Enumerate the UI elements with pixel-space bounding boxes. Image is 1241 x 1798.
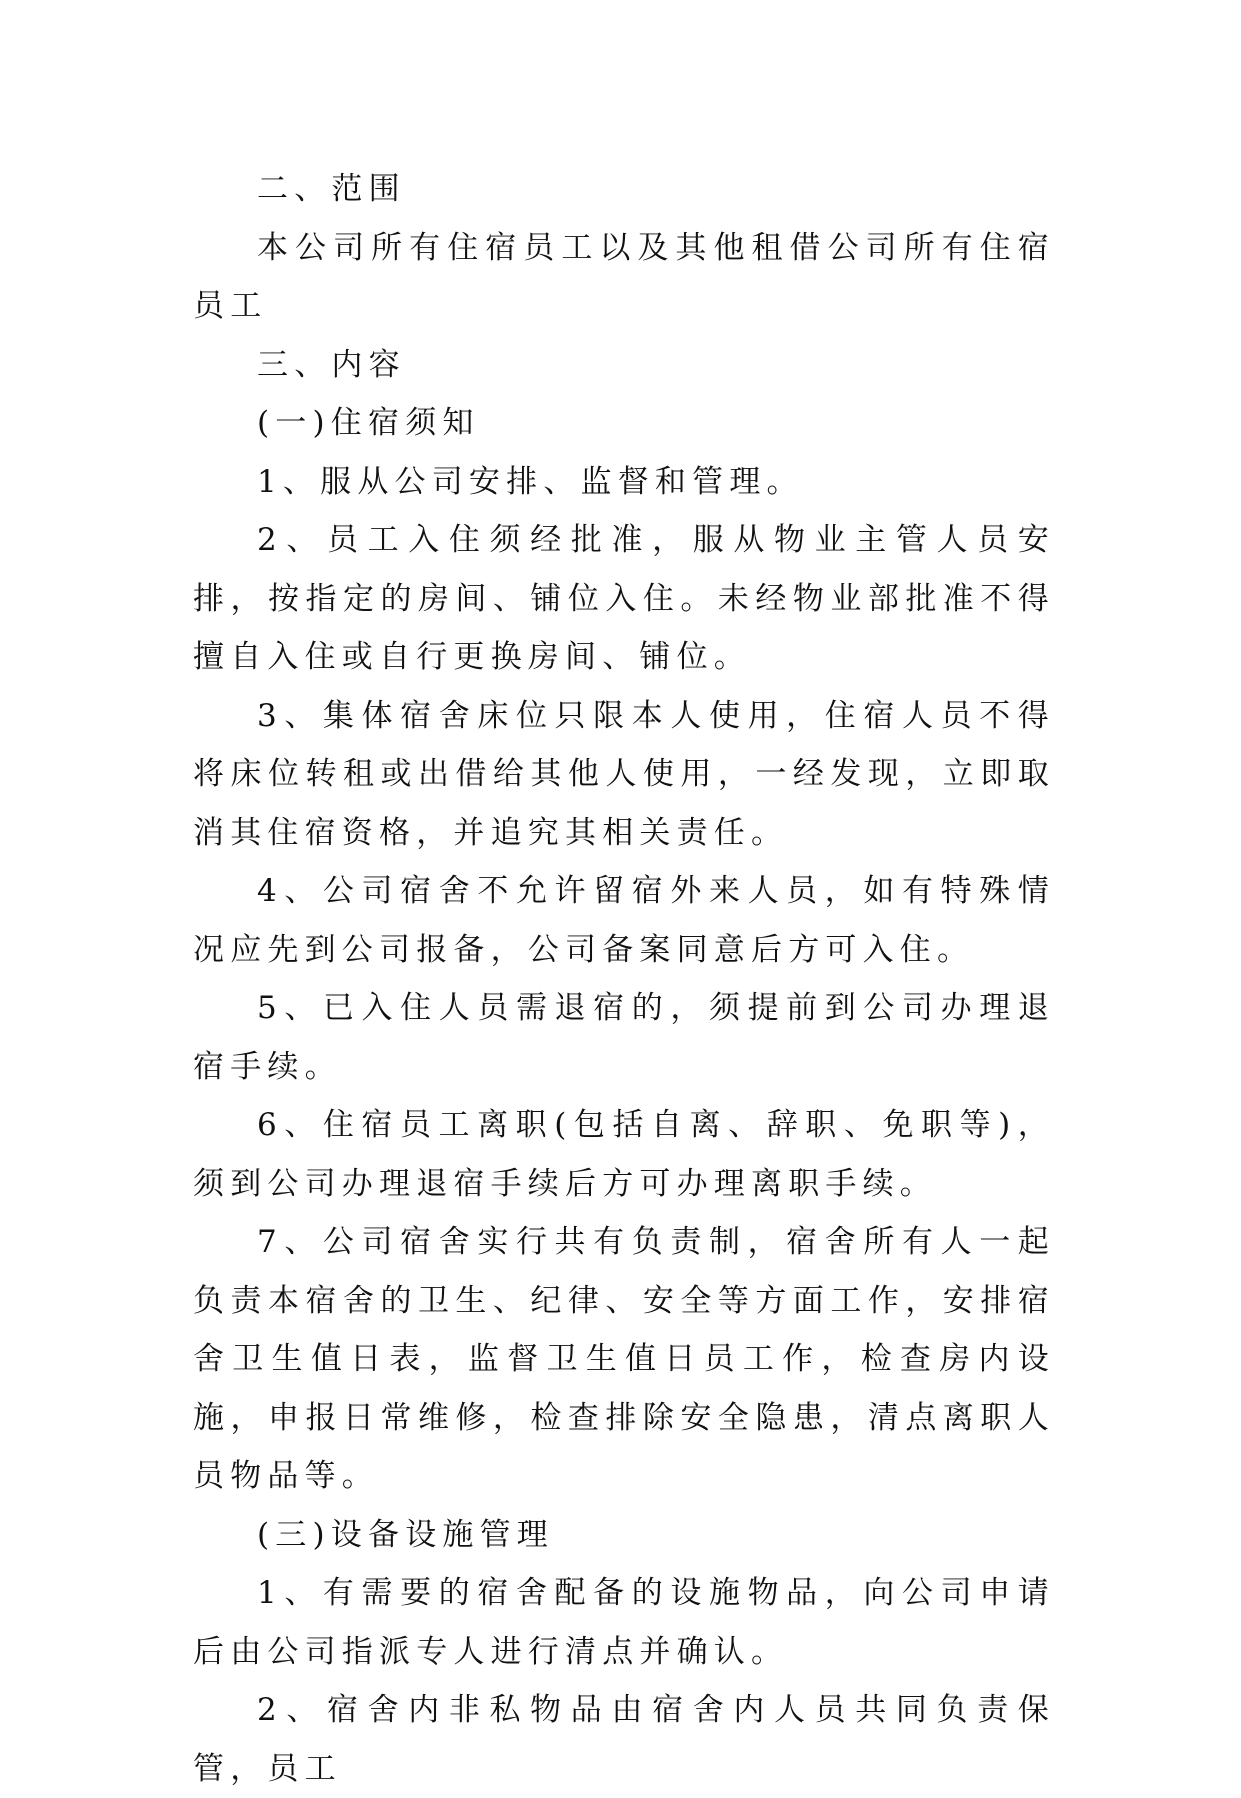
- facility-paragraph-2: 2、宿舍内非私物品由宿舍内人员共同负责保管，员工: [193, 1692, 1055, 1787]
- section-heading-scope: 二、范围: [257, 171, 406, 207]
- rule-paragraph-1: 1、服从公司安排、监督和管理。: [257, 463, 804, 500]
- subsection-heading-lodging-notice: (一)住宿须知: [257, 405, 480, 441]
- document-body: [193, 160, 1055, 1798]
- rule-paragraph-4: 4、公司宿舍不允许留宿外来人员，如有特殊情况应先到公司报备，公司备案同意后方可入住。: [193, 873, 1055, 968]
- rule-paragraph-3: 3、集体宿舍床位只限本人使用，住宿人员不得将床位转租或出借给其他人使用，一经发现，立即取消其住宿资格，并追究其相关责任。: [193, 697, 1055, 851]
- rule-paragraph-2: 2、员工入住须经批准，服从物业主管人员安排，按指定的房间、铺位入住。未经物业部批准不得擅自入住或自行更换房间、铺位。: [193, 522, 1055, 675]
- subsection-heading-facilities: (三)设备设施管理: [257, 1516, 554, 1553]
- scope-text: 本公司所有住宿员工以及其他租借公司所有住宿员工: [193, 229, 1055, 324]
- rule-paragraph-7: 7、公司宿舍实行共有负责制，宿舍所有人一起负责本宿舍的卫生、纪律、安全等方面工作，安排宿舍卫生值日表，监督卫生值日员工作，检查房内设施，申报日常维修，检查排除安全隐患，清点离职人员物品等。: [193, 1224, 1055, 1494]
- rule-paragraph-6: 6、住宿员工离职(包括自离、辞职、免职等)，须到公司办理退宿手续后方可办理离职手续。: [193, 1107, 1055, 1202]
- section-heading-content: 三、内容: [257, 346, 406, 383]
- rule-paragraph-5: 5、已入住人员需退宿的，须提前到公司办理退宿手续。: [193, 990, 1055, 1085]
- facility-paragraph-1: 1、有需要的宿舍配备的设施物品，向公司申请后由公司指派专人进行清点并确认。: [193, 1575, 1055, 1670]
